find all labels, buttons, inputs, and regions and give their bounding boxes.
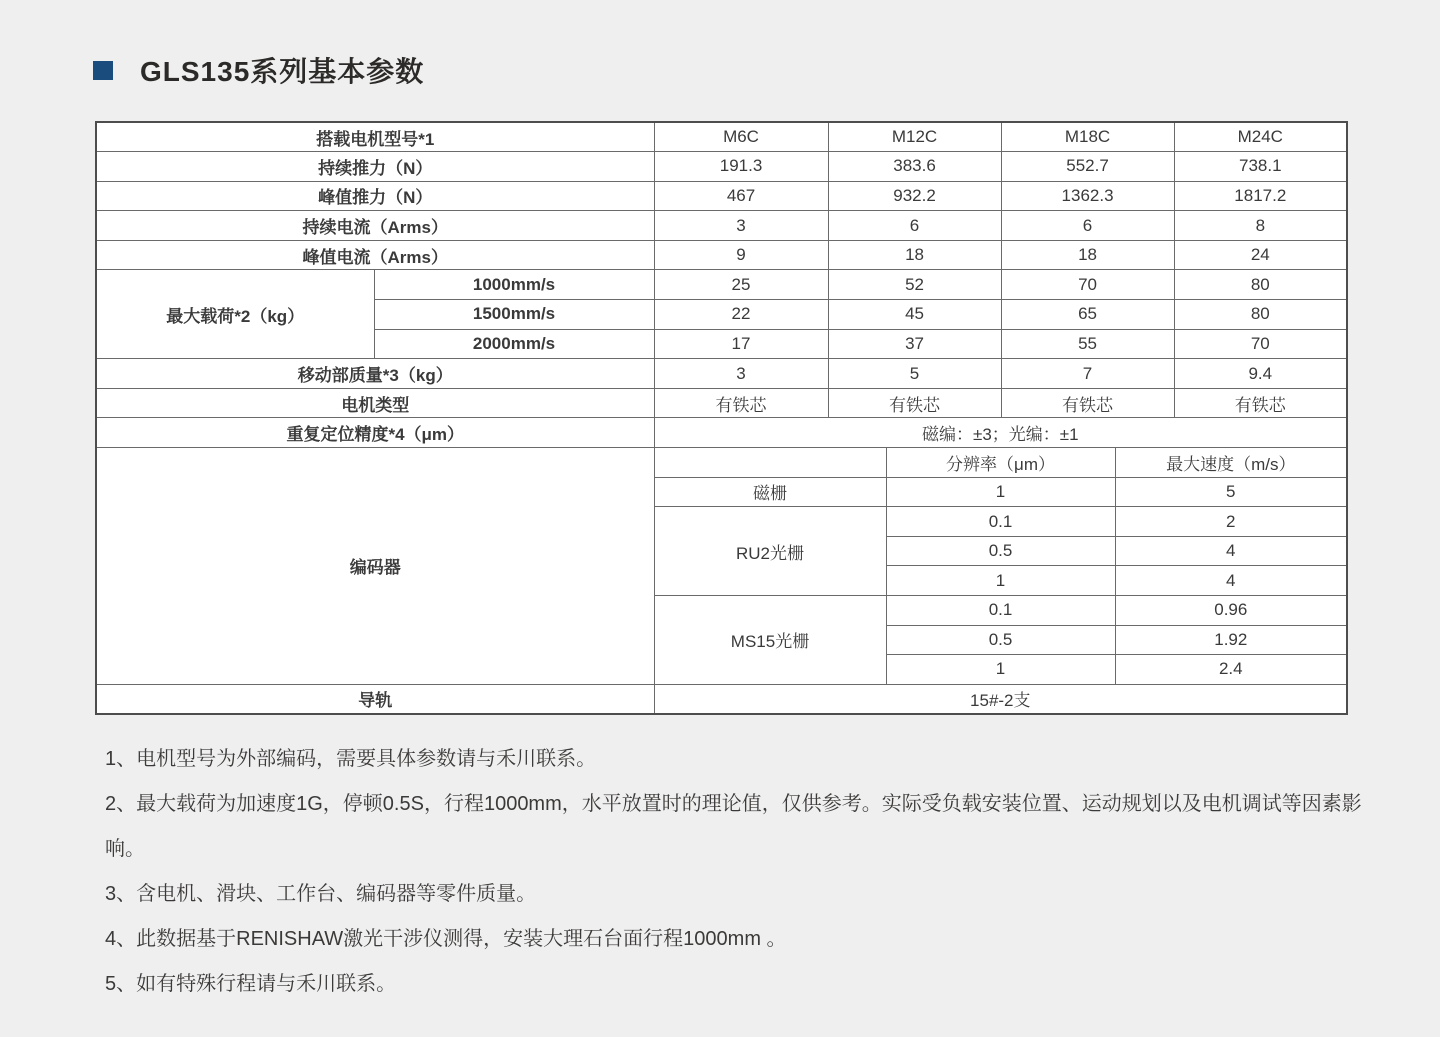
cell-value: 1817.2 — [1174, 181, 1347, 211]
row-label-motor-type: 电机类型 — [96, 388, 654, 418]
cell-value: 25 — [654, 270, 828, 300]
cell-value: 4 — [1115, 566, 1347, 596]
cell-value: 383.6 — [828, 152, 1001, 182]
table-row — [96, 684, 1347, 714]
cell-value: 9 — [654, 240, 828, 270]
table-row — [96, 448, 1347, 478]
cell-value: 1362.3 — [1001, 181, 1174, 211]
row-label-repeatability: 重复定位精度*4（μm） — [96, 418, 654, 448]
spec-table — [95, 121, 1348, 715]
table-row — [96, 418, 1347, 448]
cell-value: 17 — [654, 329, 828, 359]
encoder-resolution-header: 分辨率（μm） — [886, 448, 1115, 478]
cell-value: 2.4 — [1115, 655, 1347, 685]
max-load-speed-2000: 2000mm/s — [374, 329, 654, 359]
motor-model-m12c: M12C — [828, 122, 1001, 152]
cell-value: 1 — [886, 655, 1115, 685]
cell-value: 18 — [1001, 240, 1174, 270]
cell-value: 0.5 — [886, 536, 1115, 566]
cell-value: 有铁芯 — [1001, 388, 1174, 418]
cell-value: 有铁芯 — [828, 388, 1001, 418]
cell-value: 1.92 — [1115, 625, 1347, 655]
footnote-1: 1、电机型号为外部编码，需要具体参数请与禾川联系。 — [105, 748, 597, 770]
encoder-group-ms15: MS15光栅 — [654, 596, 886, 685]
row-label-continuous-force: 持续推力（N） — [96, 152, 654, 182]
cell-value: 有铁芯 — [1174, 388, 1347, 418]
footnote-4: 4、此数据基于RENISHAW激光干涉仪测得，安装大理石台面行程1000mm 。 — [105, 928, 787, 950]
row-label-peak-force: 峰值推力（N） — [96, 181, 654, 211]
cell-value: 24 — [1174, 240, 1347, 270]
cell-value: 191.3 — [654, 152, 828, 182]
cell-value: 3 — [654, 359, 828, 389]
table-row — [96, 270, 1347, 300]
row-label-motor-model: 搭载电机型号*1 — [96, 122, 654, 152]
cell-value: 3 — [654, 211, 828, 241]
cell-value: 0.5 — [886, 625, 1115, 655]
footnote-2: 2、最大载荷为加速度1G，停顿0.5S，行程1000mm，水平放置时的理论值，仅供参考。实际受负载安装位置、运动规划以及电机调试等因素影响。 — [105, 793, 1362, 860]
table-row — [96, 181, 1347, 211]
row-label-peak-current: 峰值电流（Arms） — [96, 240, 654, 270]
table-row — [96, 211, 1347, 241]
cell-value: 6 — [1001, 211, 1174, 241]
max-load-speed-1500: 1500mm/s — [374, 300, 654, 330]
encoder-group-ru2: RU2光栅 — [654, 507, 886, 596]
cell-value: 52 — [828, 270, 1001, 300]
encoder-subtype-header-empty-cell — [654, 448, 886, 478]
cell-value: 55 — [1001, 329, 1174, 359]
row-label-moving-mass: 移动部质量*3（kg） — [96, 359, 654, 389]
cell-value: 2 — [1115, 507, 1347, 537]
cell-value: 4 — [1115, 536, 1347, 566]
row-label-encoder: 编码器 — [96, 448, 654, 685]
motor-model-m18c: M18C — [1001, 122, 1174, 152]
cell-value: 9.4 — [1174, 359, 1347, 389]
cell-value: 8 — [1174, 211, 1347, 241]
footnote-5: 5、如有特殊行程请与禾川联系。 — [105, 973, 397, 995]
cell-value: 467 — [654, 181, 828, 211]
page-title: GLS135系列基本参数 — [140, 56, 425, 87]
cell-value: 0.1 — [886, 596, 1115, 626]
motor-model-m24c: M24C — [1174, 122, 1347, 152]
cell-value: 22 — [654, 300, 828, 330]
cell-value: 5 — [828, 359, 1001, 389]
row-label-continuous-current: 持续电流（Arms） — [96, 211, 654, 241]
cell-value: 932.2 — [828, 181, 1001, 211]
cell-value: 45 — [828, 300, 1001, 330]
cell-value: 0.1 — [886, 507, 1115, 537]
cell-value: 1 — [886, 566, 1115, 596]
title-bullet-square-icon — [93, 61, 113, 80]
cell-value: 7 — [1001, 359, 1174, 389]
table-row — [96, 388, 1347, 418]
repeatability-value: 磁编：±3；光编：±1 — [654, 418, 1347, 448]
section-title — [93, 50, 424, 90]
cell-value: 552.7 — [1001, 152, 1174, 182]
cell-value: 5 — [1115, 477, 1347, 507]
row-label-max-load: 最大载荷*2（kg） — [96, 270, 374, 359]
cell-value: 65 — [1001, 300, 1174, 330]
table-row — [96, 240, 1347, 270]
encoder-maxspeed-header: 最大速度（m/s） — [1115, 448, 1347, 478]
table-row — [96, 152, 1347, 182]
cell-value: 738.1 — [1174, 152, 1347, 182]
row-label-rail: 导轨 — [96, 684, 654, 714]
table-row — [96, 122, 1347, 152]
max-load-speed-1000: 1000mm/s — [374, 270, 654, 300]
footnotes — [105, 737, 1373, 1007]
cell-value: 6 — [828, 211, 1001, 241]
cell-value: 80 — [1174, 270, 1347, 300]
cell-value: 70 — [1174, 329, 1347, 359]
cell-value: 80 — [1174, 300, 1347, 330]
table-row — [96, 359, 1347, 389]
cell-value: 18 — [828, 240, 1001, 270]
cell-value: 37 — [828, 329, 1001, 359]
cell-value: 70 — [1001, 270, 1174, 300]
cell-value: 0.96 — [1115, 596, 1347, 626]
encoder-group-magnetic: 磁栅 — [654, 477, 886, 507]
rail-value: 15#-2支 — [654, 684, 1347, 714]
cell-value: 有铁芯 — [654, 388, 828, 418]
motor-model-m6c: M6C — [654, 122, 828, 152]
footnote-3: 3、含电机、滑块、工作台、编码器等零件质量。 — [105, 883, 537, 905]
cell-value: 1 — [886, 477, 1115, 507]
